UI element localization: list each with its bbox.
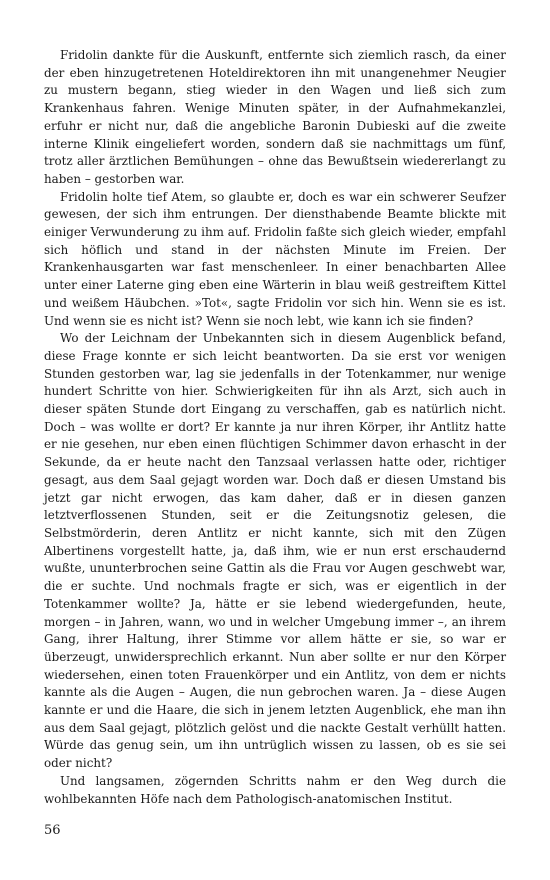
paragraph-3: Wo der Leichnam der Unbekannten sich in diesem Augenblick befand, diese Frage konnte er sich leicht beantworten. Da sie erst vor wenigen Stunden gestorben war, lag sie jedenfalls in der Totenkammer, nur wenige hundert Schritte von hier. Schwierigkeiten für ihn als Arzt, sich auch in dieser späten Stunde dort Eingang zu verschaffen, gab es natürlich nicht. Doch – was wollte er dort? Er kannte ja nur ihren Körper, ihr Antlitz hatte er nie gesehen, nur eben einen flüchtigen Schimmer davon erhascht in der Sekunde, da er heute nacht den Tanzsaal verlassen hatte oder, richtiger gesagt, aus dem Saal gejagt worden war. Doch daß er diesen Umstand bis jetzt gar nicht erwogen, das kam daher, daß er in diesen ganzen letztverflossenen Stunden, seit er die Zeitungsnotiz gelesen, die Selbstmörderin, deren Antlitz er nicht kannte, sich mit den Zügen Albertinens vorgestellt hatte, ja, daß ihm, wie er nun erst erschaudernd wußte, ununterbrochen seine Gattin als die Frau vor Augen geschwebt war, die er suchte. Und nochmals fragte er sich, was er eigentlich in der Totenkammer wollte? Ja, hätte er sie lebend wiedergefunden, heute, morgen – in Jahren, wann, wo und in welcher Umgebung immer –, an ihrem Gang, ihrer Haltung, ihrer Stimme vor allem hätte er sie, so war er überzeugt, unwidersprechlich erkannt. Nun aber sollte er nur den Körper wiedersehen, einen toten Frauenkörper und ein Antlitz, von dem er nichts kannte als die Augen – Augen, die nun gebrochen waren. Ja – diese Augen kannte er und die Haare, die sich in jenem letzten Augenblick, ehe man ihn aus dem Saal gejagt, plötzlich gelöst und die nackte Gestalt verhüllt hatten. Würde das genug sein, um ihn untrüglich wissen zu lassen, ob es sie sei oder nicht? [44,331,506,771]
paragraph-1: Fridolin dankte für die Auskunft, entfernte sich ziemlich rasch, da einer der eben hinzugetretenen Hoteldirektoren ihn mit unangenehmer Neugier zu mustern begann, stieg wieder in den Wagen und ließ sich zum Krankenhaus fahren. Wenige Minuten später, in der Aufnahmekanzlei, erfuhr er nicht nur, daß die angebliche Baronin Dubieski auf die zweite interne Klinik eingeliefert worden, sondern daß sie nachmittags um fünf, trotz aller ärztlichen Bemühungen – ohne das Bewußtsein wiedererlangt zu haben – gestorben war. [44,48,506,186]
body-text [44,47,506,808]
paragraph-4: Und langsamen, zögernden Schritts nahm er den Weg durch die wohlbekannten Höfe nach dem Pathologisch-anatomischen Institut. [44,773,506,806]
paragraph-2: Fridolin holte tief Atem, so glaubte er, doch es war ein schwerer Seufzer gewesen, der sich ihm entrungen. Der diensthabende Beamte blickte mit einiger Verwunderung zu ihm auf. Fridolin faßte sich gleich wieder, empfahl sich höflich und stand in der nächsten Minute im Freien. Der Krankenhausgarten war fast menschenleer. In einer benachbarten Allee unter einer Laterne ging eben eine Wärterin in blau weiß gestreiftem Kittel und weißem Häubchen. »Tot«, sagte Fridolin vor sich hin. Wenn sie es ist. Und wenn sie es nicht ist? Wenn sie noch lebt, wie kann ich sie finden? [44,189,506,328]
page-number: 56 [44,823,61,838]
